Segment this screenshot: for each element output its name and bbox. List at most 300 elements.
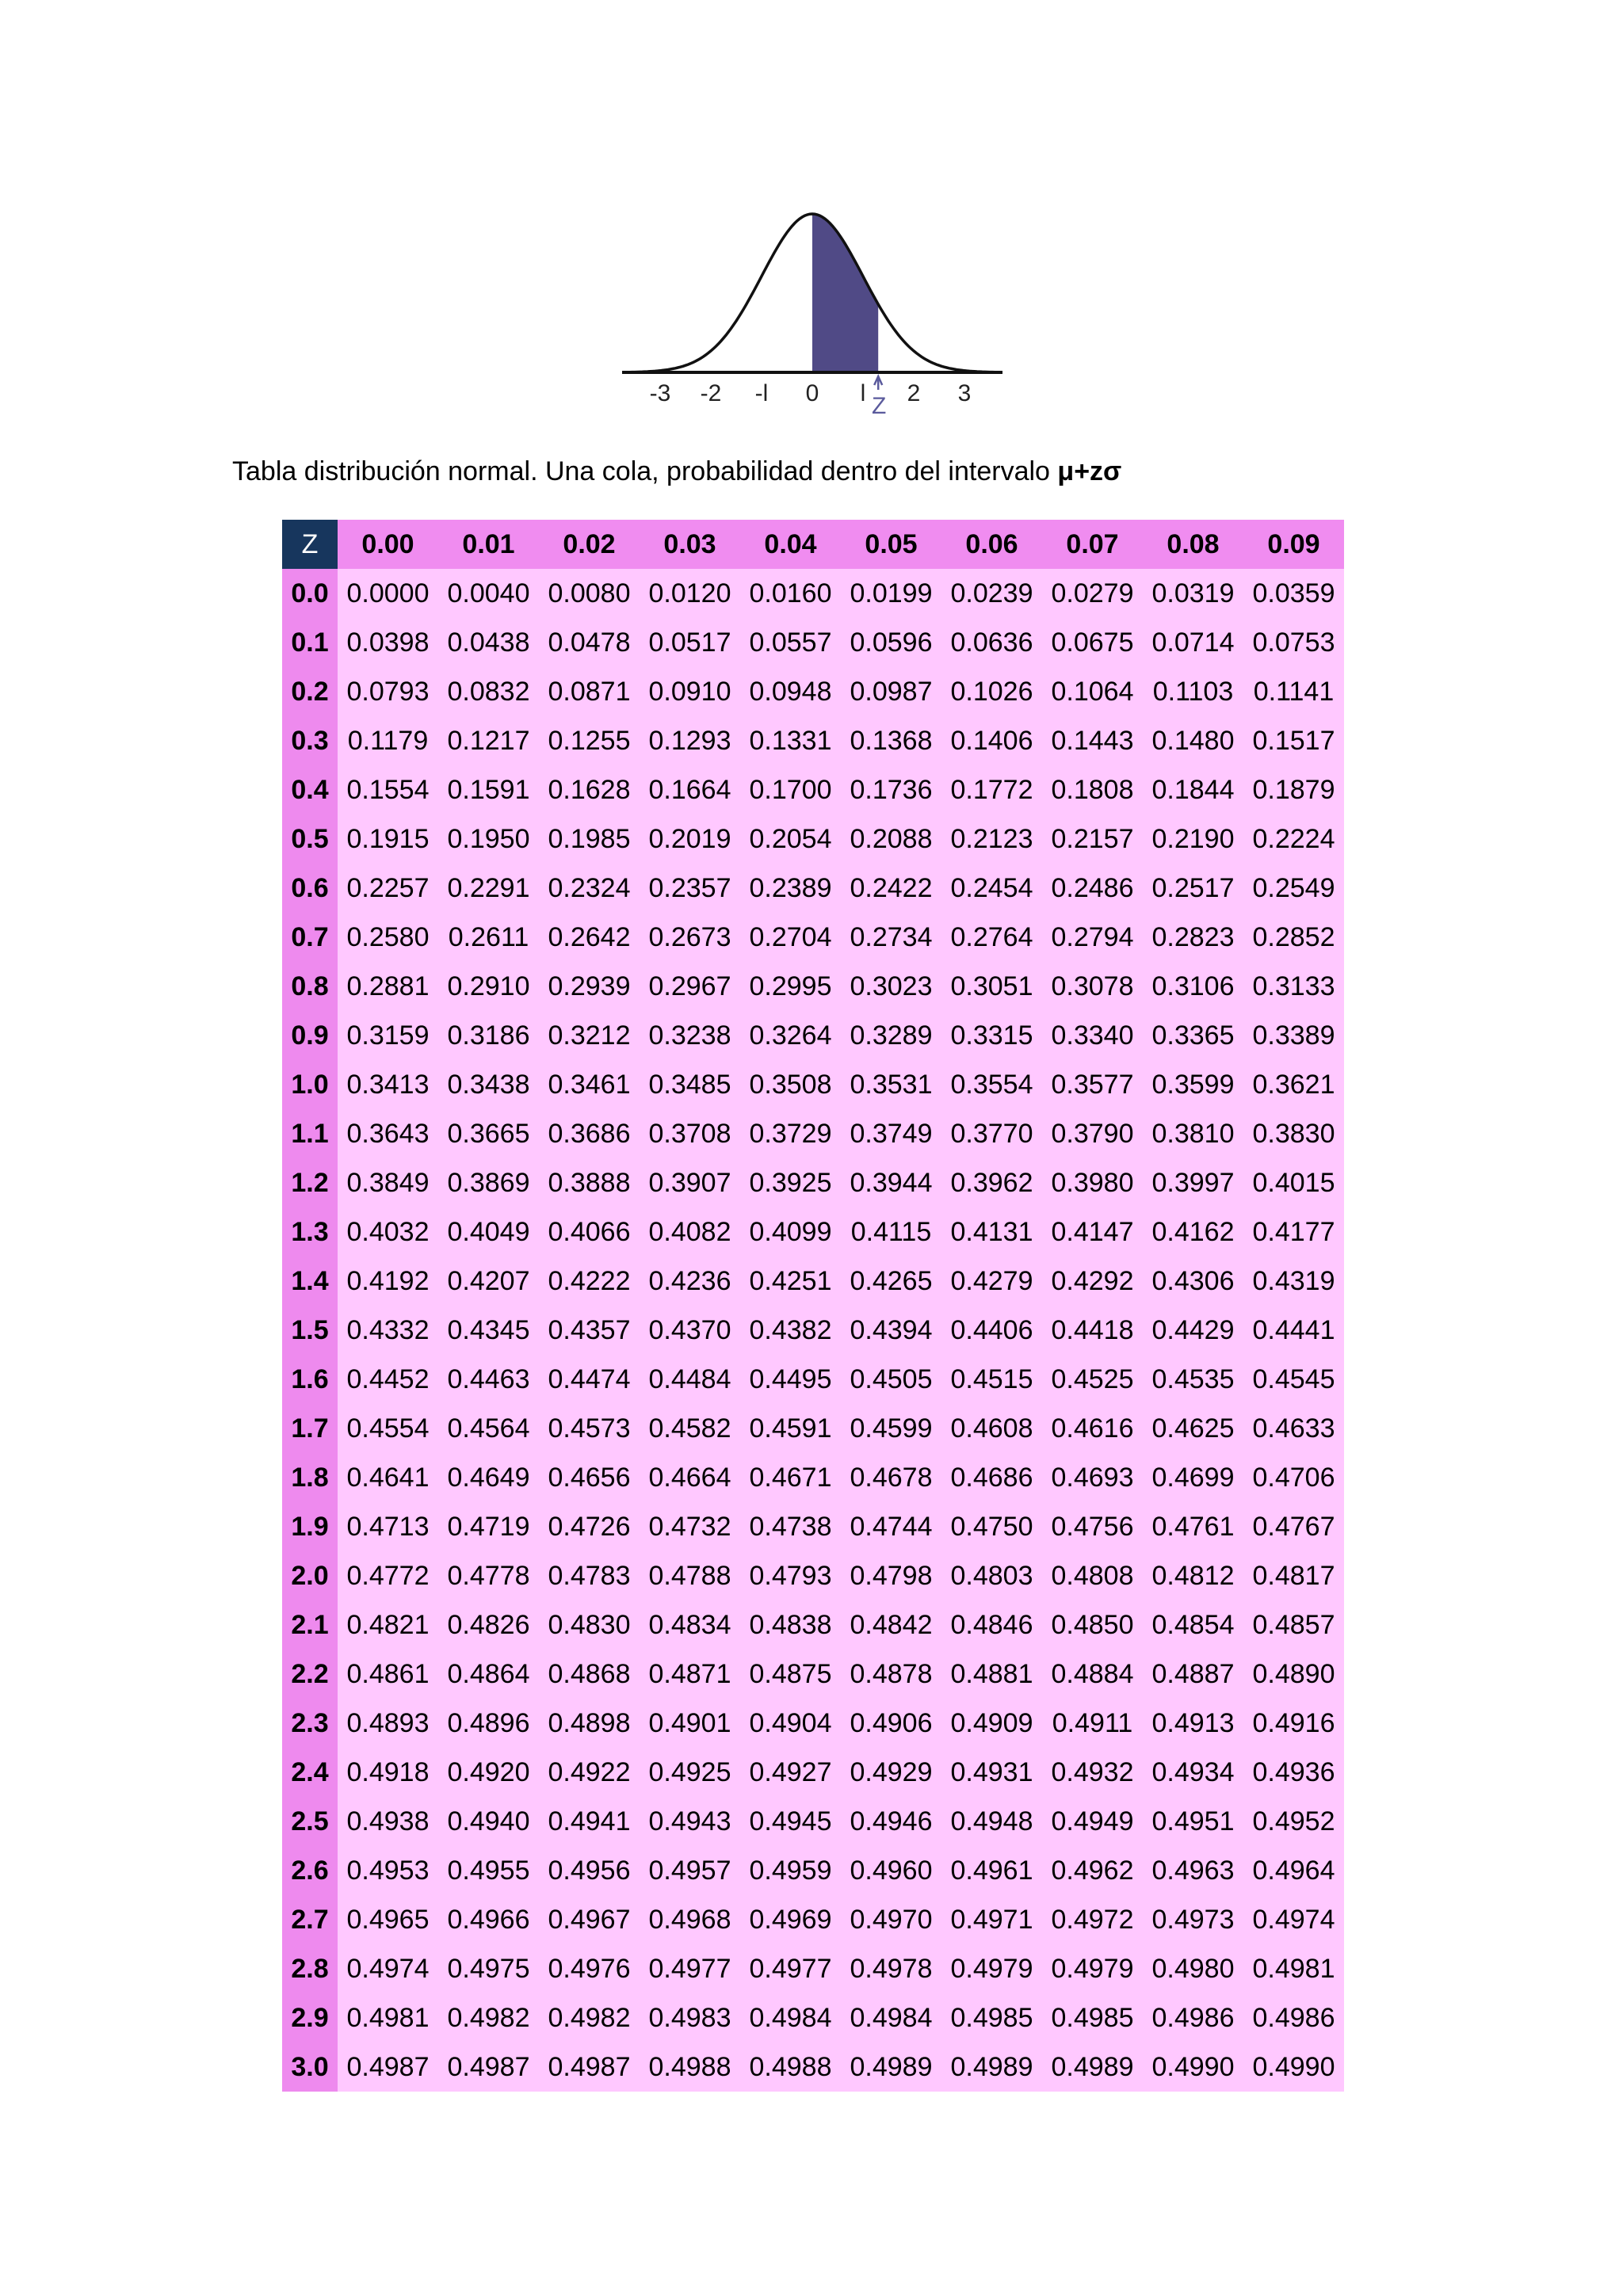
table-cell: 0.4842 xyxy=(841,1600,941,1650)
table-header-row xyxy=(282,520,1344,569)
row-header-z: 2.9 xyxy=(282,1993,338,2042)
table-cell: 0.4968 xyxy=(640,1895,740,1944)
table-cell: 0.4441 xyxy=(1243,1306,1344,1355)
table-cell: 0.4177 xyxy=(1243,1207,1344,1257)
row-header-z: 2.1 xyxy=(282,1600,338,1650)
table-cell: 0.4938 xyxy=(338,1797,438,1846)
table-cell: 0.4984 xyxy=(841,1993,941,2042)
table-cell: 0.4793 xyxy=(740,1551,841,1600)
table-cell: 0.3962 xyxy=(941,1158,1042,1207)
table-cell: 0.2454 xyxy=(941,864,1042,913)
table-cell: 0.4641 xyxy=(338,1453,438,1502)
table-cell: 0.1591 xyxy=(438,765,539,814)
table-cell: 0.4115 xyxy=(841,1207,941,1257)
table-cell: 0.4808 xyxy=(1042,1551,1143,1600)
row-header-z: 2.4 xyxy=(282,1748,338,1797)
table-cell: 0.2823 xyxy=(1143,913,1243,962)
column-header: 0.01 xyxy=(438,520,539,569)
table-cell: 0.4830 xyxy=(539,1600,640,1650)
table-cell: 0.4744 xyxy=(841,1502,941,1551)
table-cell: 0.4850 xyxy=(1042,1600,1143,1650)
table-cell: 0.4934 xyxy=(1143,1748,1243,1797)
table-cell: 0.2422 xyxy=(841,864,941,913)
table-cell: 0.4929 xyxy=(841,1748,941,1797)
table-cell: 0.4978 xyxy=(841,1944,941,1993)
table-row xyxy=(282,1060,1344,1109)
row-header-z: 0.4 xyxy=(282,765,338,814)
table-cell: 0.2257 xyxy=(338,864,438,913)
table-cell: 0.4738 xyxy=(740,1502,841,1551)
table-cell: 0.4306 xyxy=(1143,1257,1243,1306)
table-cell: 0.4099 xyxy=(740,1207,841,1257)
table-cell: 0.1255 xyxy=(539,716,640,765)
table-cell: 0.3438 xyxy=(438,1060,539,1109)
row-header-z: 0.0 xyxy=(282,569,338,618)
tick-label: l xyxy=(860,380,866,406)
table-cell: 0.4969 xyxy=(740,1895,841,1944)
table-cell: 0.1628 xyxy=(539,765,640,814)
table-cell: 0.4686 xyxy=(941,1453,1042,1502)
table-cell: 0.4732 xyxy=(640,1502,740,1551)
table-cell: 0.3508 xyxy=(740,1060,841,1109)
row-header-z: 0.5 xyxy=(282,814,338,864)
table-cell: 0.0557 xyxy=(740,618,841,667)
row-header-z: 1.8 xyxy=(282,1453,338,1502)
table-cell: 0.4357 xyxy=(539,1306,640,1355)
table-cell: 0.2995 xyxy=(740,962,841,1011)
table-cell: 0.4987 xyxy=(539,2042,640,2092)
table-cell: 0.4032 xyxy=(338,1207,438,1257)
table-cell: 0.4981 xyxy=(338,1993,438,2042)
table-row xyxy=(282,1207,1344,1257)
z-column-header: Z xyxy=(282,520,338,569)
table-cell: 0.2642 xyxy=(539,913,640,962)
row-header-z: 2.0 xyxy=(282,1551,338,1600)
table-cell: 0.1554 xyxy=(338,765,438,814)
table-cell: 0.0478 xyxy=(539,618,640,667)
table-row xyxy=(282,1453,1344,1502)
table-cell: 0.4616 xyxy=(1042,1404,1143,1453)
table-cell: 0.4989 xyxy=(941,2042,1042,2092)
table-cell: 0.4972 xyxy=(1042,1895,1143,1944)
table-cell: 0.4911 xyxy=(1042,1699,1143,1748)
table-cell: 0.3485 xyxy=(640,1060,740,1109)
table-cell: 0.4821 xyxy=(338,1600,438,1650)
table-cell: 0.4525 xyxy=(1042,1355,1143,1404)
table-cell: 0.1915 xyxy=(338,814,438,864)
table-cell: 0.2764 xyxy=(941,913,1042,962)
table-row xyxy=(282,569,1344,618)
table-cell: 0.3888 xyxy=(539,1158,640,1207)
column-header: 0.09 xyxy=(1243,520,1344,569)
table-cell: 0.2088 xyxy=(841,814,941,864)
table-cell: 0.0319 xyxy=(1143,569,1243,618)
table-cell: 0.2794 xyxy=(1042,913,1143,962)
table-cell: 0.4932 xyxy=(1042,1748,1143,1797)
table-cell: 0.3621 xyxy=(1243,1060,1344,1109)
table-cell: 0.4082 xyxy=(640,1207,740,1257)
table-cell: 0.1950 xyxy=(438,814,539,864)
table-cell: 0.4948 xyxy=(941,1797,1042,1846)
table-cell: 0.4875 xyxy=(740,1650,841,1699)
table-cell: 0.4956 xyxy=(539,1846,640,1895)
table-cell: 0.1141 xyxy=(1243,667,1344,716)
tick-label: -2 xyxy=(700,380,722,406)
table-cell: 0.0199 xyxy=(841,569,941,618)
table-caption xyxy=(232,452,1121,491)
table-cell: 0.4936 xyxy=(1243,1748,1344,1797)
table-cell: 0.2967 xyxy=(640,962,740,1011)
column-header: 0.07 xyxy=(1042,520,1143,569)
table-cell: 0.4418 xyxy=(1042,1306,1143,1355)
table-cell: 0.0120 xyxy=(640,569,740,618)
table-cell: 0.3643 xyxy=(338,1109,438,1158)
table-cell: 0.2704 xyxy=(740,913,841,962)
row-header-z: 1.1 xyxy=(282,1109,338,1158)
row-header-z: 0.9 xyxy=(282,1011,338,1060)
table-cell: 0.4931 xyxy=(941,1748,1042,1797)
table-cell: 0.3413 xyxy=(338,1060,438,1109)
table-cell: 0.3186 xyxy=(438,1011,539,1060)
row-header-z: 2.8 xyxy=(282,1944,338,1993)
table-cell: 0.2291 xyxy=(438,864,539,913)
normal-curve-figure xyxy=(618,151,1006,420)
table-cell: 0.4826 xyxy=(438,1600,539,1650)
row-header-z: 2.2 xyxy=(282,1650,338,1699)
table-cell: 0.4871 xyxy=(640,1650,740,1699)
table-cell: 0.3461 xyxy=(539,1060,640,1109)
table-cell: 0.3340 xyxy=(1042,1011,1143,1060)
table-cell: 0.4564 xyxy=(438,1404,539,1453)
table-cell: 0.4941 xyxy=(539,1797,640,1846)
table-cell: 0.3925 xyxy=(740,1158,841,1207)
table-cell: 0.3869 xyxy=(438,1158,539,1207)
table-cell: 0.4049 xyxy=(438,1207,539,1257)
table-cell: 0.1808 xyxy=(1042,765,1143,814)
table-cell: 0.2852 xyxy=(1243,913,1344,962)
table-cell: 0.4893 xyxy=(338,1699,438,1748)
caption-formula: μ+zσ xyxy=(1057,456,1122,486)
table-cell: 0.4838 xyxy=(740,1600,841,1650)
table-cell: 0.0832 xyxy=(438,667,539,716)
table-cell: 0.4890 xyxy=(1243,1650,1344,1699)
table-cell: 0.2611 xyxy=(438,913,539,962)
table-cell: 0.1844 xyxy=(1143,765,1243,814)
table-cell: 0.1179 xyxy=(338,716,438,765)
table-cell: 0.4015 xyxy=(1243,1158,1344,1207)
table-cell: 0.4861 xyxy=(338,1650,438,1699)
table-cell: 0.0910 xyxy=(640,667,740,716)
row-header-z: 0.7 xyxy=(282,913,338,962)
table-cell: 0.3830 xyxy=(1243,1109,1344,1158)
row-header-z: 0.1 xyxy=(282,618,338,667)
table-cell: 0.4515 xyxy=(941,1355,1042,1404)
table-cell: 0.4608 xyxy=(941,1404,1042,1453)
table-cell: 0.4984 xyxy=(740,1993,841,2042)
table-cell: 0.2580 xyxy=(338,913,438,962)
row-header-z: 0.6 xyxy=(282,864,338,913)
table-cell: 0.4474 xyxy=(539,1355,640,1404)
table-cell: 0.0239 xyxy=(941,569,1042,618)
table-cell: 0.4554 xyxy=(338,1404,438,1453)
table-cell: 0.4251 xyxy=(740,1257,841,1306)
table-cell: 0.4916 xyxy=(1243,1699,1344,1748)
table-cell: 0.1103 xyxy=(1143,667,1243,716)
table-cell: 0.4222 xyxy=(539,1257,640,1306)
table-cell: 0.1736 xyxy=(841,765,941,814)
table-cell: 0.4985 xyxy=(941,1993,1042,2042)
table-cell: 0.3577 xyxy=(1042,1060,1143,1109)
row-header-z: 2.6 xyxy=(282,1846,338,1895)
table-row xyxy=(282,1846,1344,1895)
table-cell: 0.4980 xyxy=(1143,1944,1243,1993)
table-cell: 0.4671 xyxy=(740,1453,841,1502)
row-header-z: 1.3 xyxy=(282,1207,338,1257)
column-header: 0.08 xyxy=(1143,520,1243,569)
table-cell: 0.0948 xyxy=(740,667,841,716)
table-cell: 0.4940 xyxy=(438,1797,539,1846)
table-cell: 0.0080 xyxy=(539,569,640,618)
row-header-z: 1.6 xyxy=(282,1355,338,1404)
table-cell: 0.4977 xyxy=(740,1944,841,1993)
table-cell: 0.3023 xyxy=(841,962,941,1011)
table-cell: 0.3770 xyxy=(941,1109,1042,1158)
table-cell: 0.4913 xyxy=(1143,1699,1243,1748)
table-cell: 0.4857 xyxy=(1243,1600,1344,1650)
table-cell: 0.3315 xyxy=(941,1011,1042,1060)
table-cell: 0.4591 xyxy=(740,1404,841,1453)
table-cell: 0.4505 xyxy=(841,1355,941,1404)
table-cell: 0.1700 xyxy=(740,765,841,814)
table-cell: 0.4798 xyxy=(841,1551,941,1600)
table-cell: 0.3810 xyxy=(1143,1109,1243,1158)
table-row xyxy=(282,864,1344,913)
table-cell: 0.2549 xyxy=(1243,864,1344,913)
table-cell: 0.3980 xyxy=(1042,1158,1143,1207)
table-cell: 0.4332 xyxy=(338,1306,438,1355)
table-cell: 0.0987 xyxy=(841,667,941,716)
table-cell: 0.0000 xyxy=(338,569,438,618)
table-cell: 0.4767 xyxy=(1243,1502,1344,1551)
row-header-z: 2.3 xyxy=(282,1699,338,1748)
table-cell: 0.4678 xyxy=(841,1453,941,1502)
table-row xyxy=(282,1699,1344,1748)
table-cell: 0.2517 xyxy=(1143,864,1243,913)
table-cell: 0.2190 xyxy=(1143,814,1243,864)
table-cell: 0.2019 xyxy=(640,814,740,864)
row-header-z: 1.5 xyxy=(282,1306,338,1355)
table-cell: 0.1443 xyxy=(1042,716,1143,765)
table-cell: 0.3264 xyxy=(740,1011,841,1060)
table-cell: 0.4964 xyxy=(1243,1846,1344,1895)
table-cell: 0.3365 xyxy=(1143,1011,1243,1060)
table-row xyxy=(282,1257,1344,1306)
table-cell: 0.4982 xyxy=(539,1993,640,2042)
table-cell: 0.4977 xyxy=(640,1944,740,1993)
table-row xyxy=(282,667,1344,716)
row-header-z: 0.2 xyxy=(282,667,338,716)
table-cell: 0.4922 xyxy=(539,1748,640,1797)
table-cell: 0.4719 xyxy=(438,1502,539,1551)
table-cell: 0.1217 xyxy=(438,716,539,765)
table-cell: 0.1985 xyxy=(539,814,640,864)
table-cell: 0.4429 xyxy=(1143,1306,1243,1355)
table-cell: 0.4783 xyxy=(539,1551,640,1600)
table-cell: 0.4812 xyxy=(1143,1551,1243,1600)
table-cell: 0.2224 xyxy=(1243,814,1344,864)
table-cell: 0.4545 xyxy=(1243,1355,1344,1404)
table-cell: 0.3159 xyxy=(338,1011,438,1060)
z-marker xyxy=(872,376,886,419)
table-cell: 0.4982 xyxy=(438,1993,539,2042)
table-cell: 0.4906 xyxy=(841,1699,941,1748)
table-cell: 0.4452 xyxy=(338,1355,438,1404)
table-cell: 0.3790 xyxy=(1042,1109,1143,1158)
table-row xyxy=(282,1502,1344,1551)
table-cell: 0.2734 xyxy=(841,913,941,962)
table-cell: 0.0279 xyxy=(1042,569,1143,618)
table-cell: 0.0398 xyxy=(338,618,438,667)
table-row xyxy=(282,765,1344,814)
table-cell: 0.4772 xyxy=(338,1551,438,1600)
row-header-z: 2.5 xyxy=(282,1797,338,1846)
table-cell: 0.4986 xyxy=(1243,1993,1344,2042)
table-cell: 0.4988 xyxy=(640,2042,740,2092)
table-cell: 0.1064 xyxy=(1042,667,1143,716)
table-cell: 0.0517 xyxy=(640,618,740,667)
table-cell: 0.3729 xyxy=(740,1109,841,1158)
normal-curve-svg xyxy=(618,151,1006,420)
row-header-z: 1.7 xyxy=(282,1404,338,1453)
table-cell: 0.4981 xyxy=(1243,1944,1344,1993)
table-cell: 0.0793 xyxy=(338,667,438,716)
table-body xyxy=(282,569,1344,2092)
table-cell: 0.4162 xyxy=(1143,1207,1243,1257)
table-row xyxy=(282,1895,1344,1944)
table-cell: 0.4988 xyxy=(740,2042,841,2092)
column-header: 0.06 xyxy=(941,520,1042,569)
table-cell: 0.3599 xyxy=(1143,1060,1243,1109)
table-cell: 0.3289 xyxy=(841,1011,941,1060)
table-cell: 0.4778 xyxy=(438,1551,539,1600)
tick-label: 3 xyxy=(957,380,972,406)
table-cell: 0.2939 xyxy=(539,962,640,1011)
tick-label: -l xyxy=(754,380,769,406)
table-cell: 0.4945 xyxy=(740,1797,841,1846)
table-cell: 0.0596 xyxy=(841,618,941,667)
table-cell: 0.4970 xyxy=(841,1895,941,1944)
table-cell: 0.1331 xyxy=(740,716,841,765)
table-row xyxy=(282,1158,1344,1207)
table-cell: 0.0714 xyxy=(1143,618,1243,667)
table-cell: 0.2357 xyxy=(640,864,740,913)
table-cell: 0.3708 xyxy=(640,1109,740,1158)
table-cell: 0.2123 xyxy=(941,814,1042,864)
table-cell: 0.4881 xyxy=(941,1650,1042,1699)
table-cell: 0.4292 xyxy=(1042,1257,1143,1306)
table-cell: 0.3212 xyxy=(539,1011,640,1060)
table-row xyxy=(282,1600,1344,1650)
table-cell: 0.4946 xyxy=(841,1797,941,1846)
table-row xyxy=(282,913,1344,962)
table-cell: 0.4965 xyxy=(338,1895,438,1944)
row-header-z: 1.9 xyxy=(282,1502,338,1551)
table-cell: 0.2389 xyxy=(740,864,841,913)
table-cell: 0.0160 xyxy=(740,569,841,618)
table-cell: 0.4625 xyxy=(1143,1404,1243,1453)
table-cell: 0.4319 xyxy=(1243,1257,1344,1306)
table-row xyxy=(282,1944,1344,1993)
caption-text: Tabla distribución normal. Una cola, probabilidad dentro del intervalo xyxy=(232,456,1058,486)
table-cell: 0.2910 xyxy=(438,962,539,1011)
table-cell: 0.4573 xyxy=(539,1404,640,1453)
table-cell: 0.4989 xyxy=(841,2042,941,2092)
row-header-z: 1.0 xyxy=(282,1060,338,1109)
table-cell: 0.4693 xyxy=(1042,1453,1143,1502)
table-cell: 0.3686 xyxy=(539,1109,640,1158)
table-cell: 0.3531 xyxy=(841,1060,941,1109)
table-cell: 0.4803 xyxy=(941,1551,1042,1600)
table-cell: 0.4949 xyxy=(1042,1797,1143,1846)
table-cell: 0.4750 xyxy=(941,1502,1042,1551)
table-cell: 0.3133 xyxy=(1243,962,1344,1011)
table-cell: 0.4990 xyxy=(1143,2042,1243,2092)
table-cell: 0.4901 xyxy=(640,1699,740,1748)
tick-label: 2 xyxy=(907,380,921,406)
table-cell: 0.4463 xyxy=(438,1355,539,1404)
table-cell: 0.3665 xyxy=(438,1109,539,1158)
table-cell: 0.0753 xyxy=(1243,618,1344,667)
table-cell: 0.4207 xyxy=(438,1257,539,1306)
z-table xyxy=(282,520,1344,2092)
table-row xyxy=(282,1993,1344,2042)
table-cell: 0.3051 xyxy=(941,962,1042,1011)
table-cell: 0.4957 xyxy=(640,1846,740,1895)
table-row xyxy=(282,1404,1344,1453)
table-cell: 0.4854 xyxy=(1143,1600,1243,1650)
column-header: 0.02 xyxy=(539,520,640,569)
table-cell: 0.4967 xyxy=(539,1895,640,1944)
table-row xyxy=(282,1355,1344,1404)
table-cell: 0.4887 xyxy=(1143,1650,1243,1699)
table-cell: 0.4975 xyxy=(438,1944,539,1993)
row-header-z: 1.4 xyxy=(282,1257,338,1306)
table-cell: 0.4131 xyxy=(941,1207,1042,1257)
table-cell: 0.4864 xyxy=(438,1650,539,1699)
table-cell: 0.4961 xyxy=(941,1846,1042,1895)
table-cell: 0.4904 xyxy=(740,1699,841,1748)
table-cell: 0.4971 xyxy=(941,1895,1042,1944)
table-cell: 0.3078 xyxy=(1042,962,1143,1011)
table-cell: 0.4884 xyxy=(1042,1650,1143,1699)
table-cell: 0.4788 xyxy=(640,1551,740,1600)
table-cell: 0.4962 xyxy=(1042,1846,1143,1895)
table-cell: 0.3106 xyxy=(1143,962,1243,1011)
tick-label: 0 xyxy=(805,380,819,406)
table-cell: 0.4979 xyxy=(941,1944,1042,1993)
table-cell: 0.4973 xyxy=(1143,1895,1243,1944)
table-cell: 0.4878 xyxy=(841,1650,941,1699)
table-cell: 0.4147 xyxy=(1042,1207,1143,1257)
table-cell: 0.2486 xyxy=(1042,864,1143,913)
table-row xyxy=(282,1797,1344,1846)
table-cell: 0.4959 xyxy=(740,1846,841,1895)
table-cell: 0.4066 xyxy=(539,1207,640,1257)
table-cell: 0.3238 xyxy=(640,1011,740,1060)
table-cell: 0.1026 xyxy=(941,667,1042,716)
table-cell: 0.4846 xyxy=(941,1600,1042,1650)
table-cell: 0.0438 xyxy=(438,618,539,667)
